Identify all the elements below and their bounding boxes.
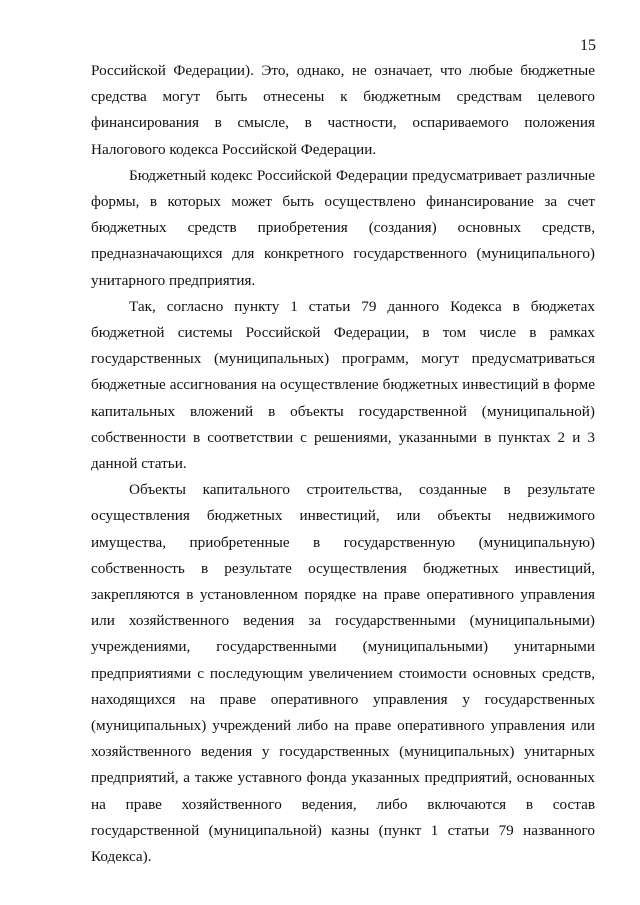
document-body bbox=[91, 58, 595, 870]
paragraph-1: Российской Федерации). Это, однако, не означает, что любые бюджетные средства могут быть отнесены к бюджетным средствам целевого финансирования в смысле, в частности, оспариваемого положения Налогового кодекса Российской Федерации. bbox=[91, 62, 595, 158]
page-number: 15 bbox=[580, 37, 596, 54]
paragraph-2: Бюджетный кодекс Российской Федерации предусматривает различные формы, в которых может быть осуществлено финансирование за счет бюджетных средств приобретения (создания) основных средств, предназначающихся для конкретного государственного (муниципального) унитарного предприятия. bbox=[91, 166, 595, 289]
paragraph-4: Объекты капитального строительства, созданные в результате осуществления бюджетных инвестиций, или объекты недвижимого имущества, приобретенные в государственную (муниципальную) собственность в результате осуществления бюджетных инвестиций, закрепляются в установленном порядке на праве оперативного управления или хозяйственного ведения за государственными (муниципальными) учреждениями, государственными (муниципальными) унитарными предприятиями с последующим увеличением стоимости основных средств, находящихся на праве оперативного управления у государственных (муниципальных) учреждений либо на праве оперативного управления или хозяйственного ведения у государственных (муниципальных) унитарных предприятий, а также уставного фонда указанных предприятий, основанных на праве хозяйственного ведения, либо включаются в состав государственной (муниципальной) казны (пункт 1 статьи 79 названного Кодекса). bbox=[91, 481, 595, 866]
paragraph-3: Так, согласно пункту 1 статьи 79 данного Кодекса в бюджетах бюджетной системы Российской Федерации, в том числе в рамках государственных (муниципальных) программ, могут предусматриваться бюджетные ассигнования на осуществление бюджетных инвестиций в форме капитальных вложений в объекты государственной (муниципальной) собственности в соответствии с решениями, указанными в пунктах 2 и 3 данной статьи. bbox=[91, 297, 595, 473]
